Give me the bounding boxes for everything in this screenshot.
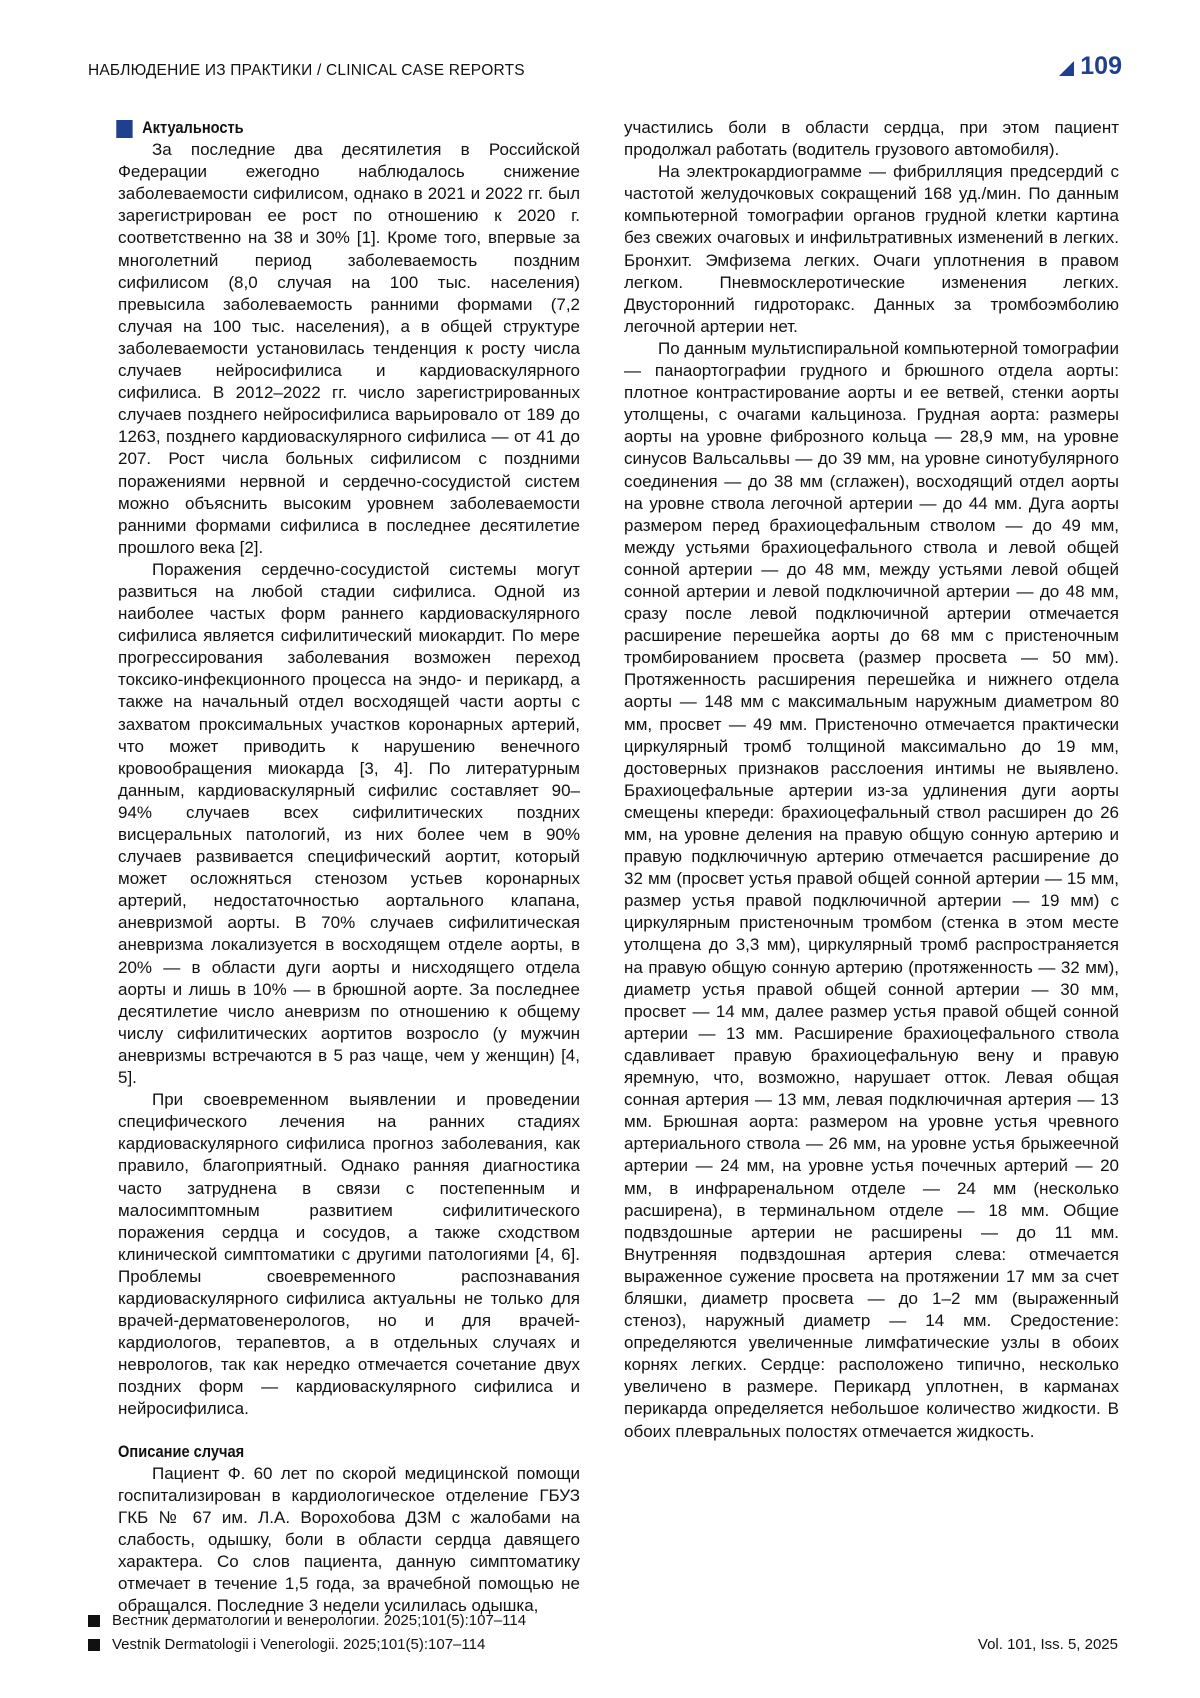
- page-number-text: 109: [1080, 52, 1122, 80]
- paragraph: Поражения сердечно-сосудистой системы могут развиться на любой стадии сифилиса. Одной из наиболее частых форм раннего кардиоваскулярного сифилиса является сифилитический миокардит. По мере прогрессирования заболевания возможен переход токсико-инфекционного процесса на эндо- и перикард, а также на начальный отдел восходящей части аорты с захватом проксимальных участков коронарных артерий, что может приводить к нарушению венечного кровообращения миокарда [3, 4]. По литературным данным, кардиоваскулярный сифилис составляет 90–94% случаев всех сифилитических поздних висцеральных патологий, из них более чем в 90% случаев развивается специфический аортит, который может осложняться стенозом устьев коронарных артерий, недостаточностью аортального клапана, аневризмой аорты. В 70% случаев сифилитическая аневризма локализуется в восходящем отделе аорты, в 20% — в области дуги аорты и нисходящего отдела аорты и лишь в 10% — в брюшной аорте. За последнее десятилетие число аневризм по отношению к общему числу сифилитических аортитов возросло (у мужчин аневризмы встречаются в 5 раз чаще, чем у женщин) [4, 5].: [118, 559, 580, 1088]
- section-heading-case: Описание случая: [118, 1441, 245, 1461]
- paragraph: За последние два десятилетия в Российской Федерации ежегодно наблюдалось снижение заболеваемости сифилисом, однако в 2021 и 2022 гг. был зарегистрирован ее рост по отношению к 2020 г. соответственно на 38 и 30% [1]. Кроме того, впервые за многолетний период заболеваемость поздним сифилисом (8,0 случая на 100 тыс. населения) превысила заболеваемость ранними формами (7,2 случая на 100 тыс. населения), а в общей структуре заболеваемости установилась тенденция к росту числа случаев нейросифилиса и кардиоваскулярного сифилиса. В 2012–2022 гг. число зарегистрированных случаев позднего нейросифилиса варьировало от 189 до 1263, позднего кардиоваскулярного сифилиса — от 41 до 207. Рост числа больных сифилисом с поздними поражениями нервной и сердечно-сосудистой систем можно объяснить высоким уровнем заболеваемости ранними формами сифилиса в последнее десятилетие прошлого века [2].: [118, 140, 580, 557]
- right-column: [624, 117, 1119, 1443]
- paragraph: При своевременном выявлении и проведении специфического лечения на ранних стадиях кардиоваскулярного сифилиса прогноз заболевания, как правило, благоприятный. Однако ранняя диагностика часто затруднена в связи с постепенным и малосимптомным развитием сифилитического поражения сердца и сосудов, а также сходством клинической симптоматики с другими патологиями [4, 6]. Проблемы своевременного распознавания кардиоваскулярного сифилиса актуальны не только для врачей-дерматовенерологов, но и для врачей-кардиологов, терапевтов, а в отдельных случаях и неврологов, так как нередко отмечается сочетание двух поздних форм — кардиоваскулярного сифилиса и нейросифилиса.: [118, 1090, 580, 1419]
- paragraph: На электрокардиограмме — фибрилляция предсердий с частотой желудочковых сокращений 168 уд./мин. По данным компьютерной томографии органов грудной клетки картина без свежих очаговых и инфильтративных изменений в легких. Бронхит. Эмфизема легких. Очаги уплотнения в правом легком. Пневмосклеротические изменения легких. Двусторонний гидроторакс. Данных за тромбоэмболию легочной артерии нет.: [624, 162, 1119, 336]
- footer-citation-ru: Вестник дерматологии и венерологии. 2025;101(5):107–114: [88, 1612, 526, 1629]
- section-heading-relevance: Актуальность: [118, 117, 515, 139]
- running-header: НАБЛЮДЕНИЕ ИЗ ПРАКТИКИ / CLINICAL CASE REPORTS: [88, 62, 525, 79]
- bullet-square-icon: [88, 1615, 100, 1627]
- footer-citation-en: Vestnik Dermatologii i Venerologii. 2025;101(5):107–114: [88, 1636, 485, 1653]
- bullet-square-icon: [88, 1639, 100, 1651]
- paragraph: Пациент Ф. 60 лет по скорой медицинской помощи госпитализирован в кардиологическое отделение ГБУЗ ГКБ № 67 им. Л.А. Ворохобова ДЗМ с жалобами на слабость, одышку, боли в области сердца давящего характера. Со слов пациента, данную симптоматику отмечает в течение 1,5 года, за врачебной помощью не обращался. Последние 3 недели усилилась одышка,: [118, 1463, 580, 1616]
- paragraph: участились боли в области сердца, при этом пациент продолжал работать (водитель грузового автомобиля).: [624, 118, 1119, 160]
- triangle-icon: [1059, 61, 1074, 76]
- section-marker-icon: [116, 120, 132, 138]
- left-column: [118, 117, 580, 1617]
- page-number: [1059, 52, 1122, 81]
- footer-volume: Vol. 101, Iss. 5, 2025: [977, 1636, 1118, 1653]
- paragraph: По данным мультиспиральной компьютерной томографии — панаортографии грудного и брюшного отдела аорты: плотное контрастирование аорты и ее ветвей, стенки аорты утолщены, с очагами кальциноза. Грудная аорта: размеры аорты на уровне фиброзного кольца — 28,9 мм, на уровне синусов Вальсальвы — до 39 мм, на уровне синотубулярного соединения — до 38 мм (сглажен), восходящий отдел аорты на уровне ствола легочной артерии — до 44 мм. Дуга аорты размером перед брахиоцефальным стволом — до 49 мм, между устьями брахиоцефального ствола и левой общей сонной артерии — до 48 мм, между устьями левой общей сонной артерии и левой подключичной артерии — до 48 мм, сразу после левой подключичной артерии отмечается расширение перешейка аорты до 68 мм с пристеночным тромбированием просвета (размер просвета — 50 мм). Протяженность расширения перешейка и нижнего отдела аорты — 148 мм с максимальным наружным диаметром 80 мм, просвет — 49 мм. Пристеночно отмечается практически циркулярный тромб толщиной максимально до 19 мм, достоверных признаков расслоения интимы не выявлено. Брахиоцефальные артерии из-за удлинения дуги аорты смещены кпереди: брахиоцефальный ствол расширен до 26 мм, на уровне деления на правую общую сонную артерию и правую подключичную артерию отмечается расширение до 32 мм (просвет устья правой общей сонной артерии — 15 мм, размер устья правой подключичной артерии — 19 мм) с циркулярным пристеночным тромбом (стенка в этом месте утолщена до 3,3 мм), циркулярный тромб распространяется на правую общую сонную артерию (протяженность — 32 мм), диаметр устья правой общей сонной артерии — 30 мм, просвет — 14 мм, далее размер устья правой общей сонной артерии — 13 мм. Расширение брахиоцефального ствола сдавливает правую брахиоцефальную вену и правую яремную, что, возможно, нарушает отток. Левая общая сонная артерия — 13 мм, левая подключичная артерия — 13 мм. Брюшная аорта: размером на уровне устья чревного артериального ствола — 26 мм, на уровне устья брыжеечной артерии — 24 мм, на уровне устья почечных артерий — 20 мм, в инфраренальном отделе — 24 мм (несколько расширена), в терминальном отделе — 18 мм. Общие подвздошные артерии не расширены — до 11 мм. Внутренняя подвздошная артерия слева: отмечается выраженное сужение просвета на протяжении 17 мм за счет бляшки, диаметр просвета — до 1–2 мм (выраженный стеноз), наружный диаметр — 14 мм. Средостение: определяются увеличенные лимфатические узлы в обоих корнях легких. Сердце: расположено типично, несколько увеличено в размере. Перикард уплотнен, в карманах перикарда определяется небольшое количество жидкости. В обоих плевральных полостях отмечается жидкость.: [624, 338, 1119, 1441]
